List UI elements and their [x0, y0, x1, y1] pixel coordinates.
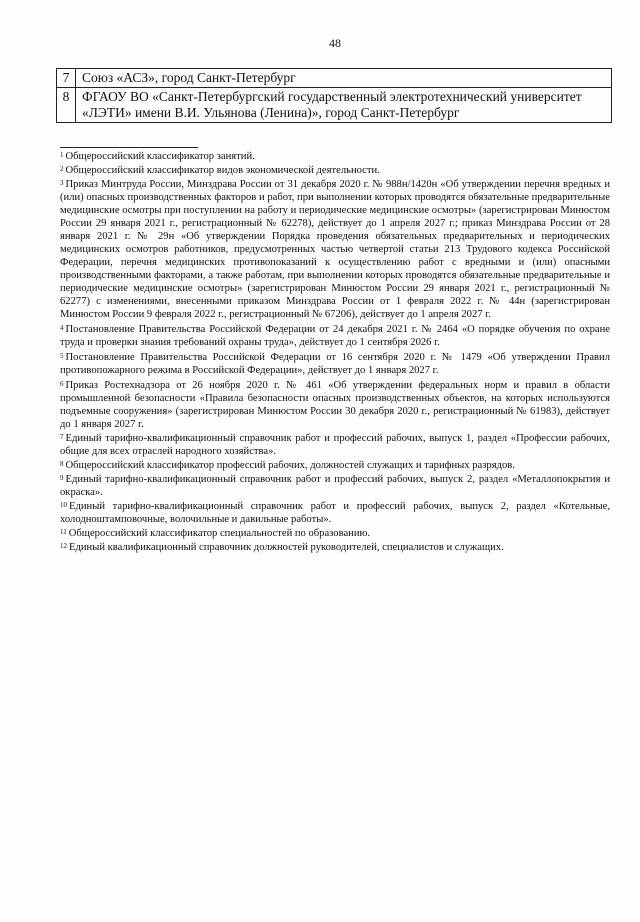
footnote-marker: 3 [60, 179, 64, 187]
footnote [60, 473, 610, 499]
footnote [60, 459, 610, 472]
footnote [60, 541, 610, 554]
footnote-separator [60, 147, 198, 148]
footnote [60, 150, 610, 163]
footnote-text: Приказ Минтруда России, Минздрава России от 31 декабря 2020 г. № 988н/1420н «Об утверждении перечня вредных и (или) опасных производственных факторов и работ, при выполнении которых проводятся обязательные предварительные медицинские осмотры при поступлении на работу и периодические медицинские осмотры» (зарегистрирован Минюстом России 29 января 2021 г., регистрационный № 62278), действует до 1 апреля 2027 г.; приказ Минздрава России от 28 января 2021 г. № 29н «Об утверждении Порядка проведения обязательных предварительных и периодических медицинских осмотров работников, предусмотренных частью четвертой статьи 213 Трудового кодекса Российской Федерации, перечня медицинских противопоказаний к осуществлению работ с вредными и (или) опасными производственными факторами, а также работам, при выполнении которых проводятся обязательные предварительные и периодические медицинские осмотры» (зарегистрирован Минюстом России 29 января 2021 г., регистрационный № 62277) с изменениями, внесенными приказом Минздрава России от 1 февраля 2022 г. № 44н (зарегистрирован Минюстом России 9 февраля 2022 г., регистрационный № 67206), действует до 1 апреля 2027 г. [60, 179, 610, 320]
footnote-text: Единый квалификационный справочник должностей руководителей, специалистов и служащих. [69, 542, 504, 553]
footnote-marker: 12 [60, 542, 67, 550]
footnote-text: Общероссийский классификатор занятий. [65, 151, 255, 162]
footnote-text: Единый тарифно-квалификационный справочник работ и профессий рабочих, выпуск 2, раздел «Металлопокрытия и окраска». [60, 474, 610, 498]
footnote-text: Общероссийский классификатор видов экономической деятельности. [65, 165, 380, 176]
footnote-marker: 1 [60, 151, 64, 159]
footnote-marker: 5 [60, 352, 64, 360]
footnote-text: Общероссийский классификатор специальностей по образованию. [68, 528, 371, 539]
footnote-marker: 6 [60, 380, 64, 388]
footnote-text: Общероссийский классификатор профессий рабочих, должностей служащих и тарифных разрядов. [65, 460, 515, 471]
footnote-marker: 7 [60, 433, 64, 441]
footnote-marker: 9 [60, 474, 64, 482]
row-text: ФГАОУ ВО «Санкт-Петербургский государственный электротехнический университет «ЛЭТИ» имени В.И. Ульянова (Ленина)», город Санкт-Петербург [76, 88, 612, 123]
organizations-table [56, 68, 612, 123]
footnote-text: Постановление Правительства Российской Федерации от 16 сентября 2020 г. № 1479 «Об утверждении Правил противопожарного режима в Российской Федерации», действует до 1 января 2027 г. [60, 352, 610, 376]
footnote [60, 432, 610, 458]
row-text: Союз «АСЗ», город Санкт-Петербург [76, 69, 612, 88]
table-row [57, 88, 612, 123]
footnote [60, 500, 610, 526]
footnote-marker: 2 [60, 165, 64, 173]
table-row [57, 69, 612, 88]
footnote [60, 164, 610, 177]
footnote-marker: 11 [60, 528, 67, 536]
footnote-marker: 8 [60, 460, 64, 468]
footnote [60, 527, 610, 540]
footnote-marker: 4 [60, 324, 64, 332]
footnote [60, 178, 610, 321]
footnote-text: Единый тарифно-квалификационный справочник работ и профессий рабочих, выпуск 2, раздел «Котельные, холодноштамповочные, волочильные и давильные работы». [60, 501, 610, 525]
footnote-text: Единый тарифно-квалификационный справочник работ и профессий рабочих, выпуск 1, раздел «Профессии рабочих, общие для всех отраслей народного хозяйства». [60, 433, 610, 457]
footnote-text: Приказ Ростехнадзора от 26 ноября 2020 г. № 461 «Об утверждении федеральных норм и правил в области промышленной безопасности «Правила безопасности опасных производственных объектов, на которых используются подъемные сооружения» (зарегистрирован Минюстом России 30 декабря 2020 г., регистрационный № 61983), действует до 1 января 2027 г. [60, 380, 610, 430]
footnote [60, 379, 610, 431]
row-number: 8 [57, 88, 76, 123]
footnote-text: Постановление Правительства Российской Федерации от 24 декабря 2021 г. № 2464 «О порядке обучения по охране труда и проверки знания требований охраны труда», действует до 1 сентября 2026 г. [60, 324, 610, 348]
page-number: 48 [329, 36, 341, 50]
footnote-marker: 10 [60, 501, 67, 509]
row-number: 7 [57, 69, 76, 88]
footnote [60, 323, 610, 349]
footnote [60, 351, 610, 377]
footnotes [60, 150, 610, 555]
